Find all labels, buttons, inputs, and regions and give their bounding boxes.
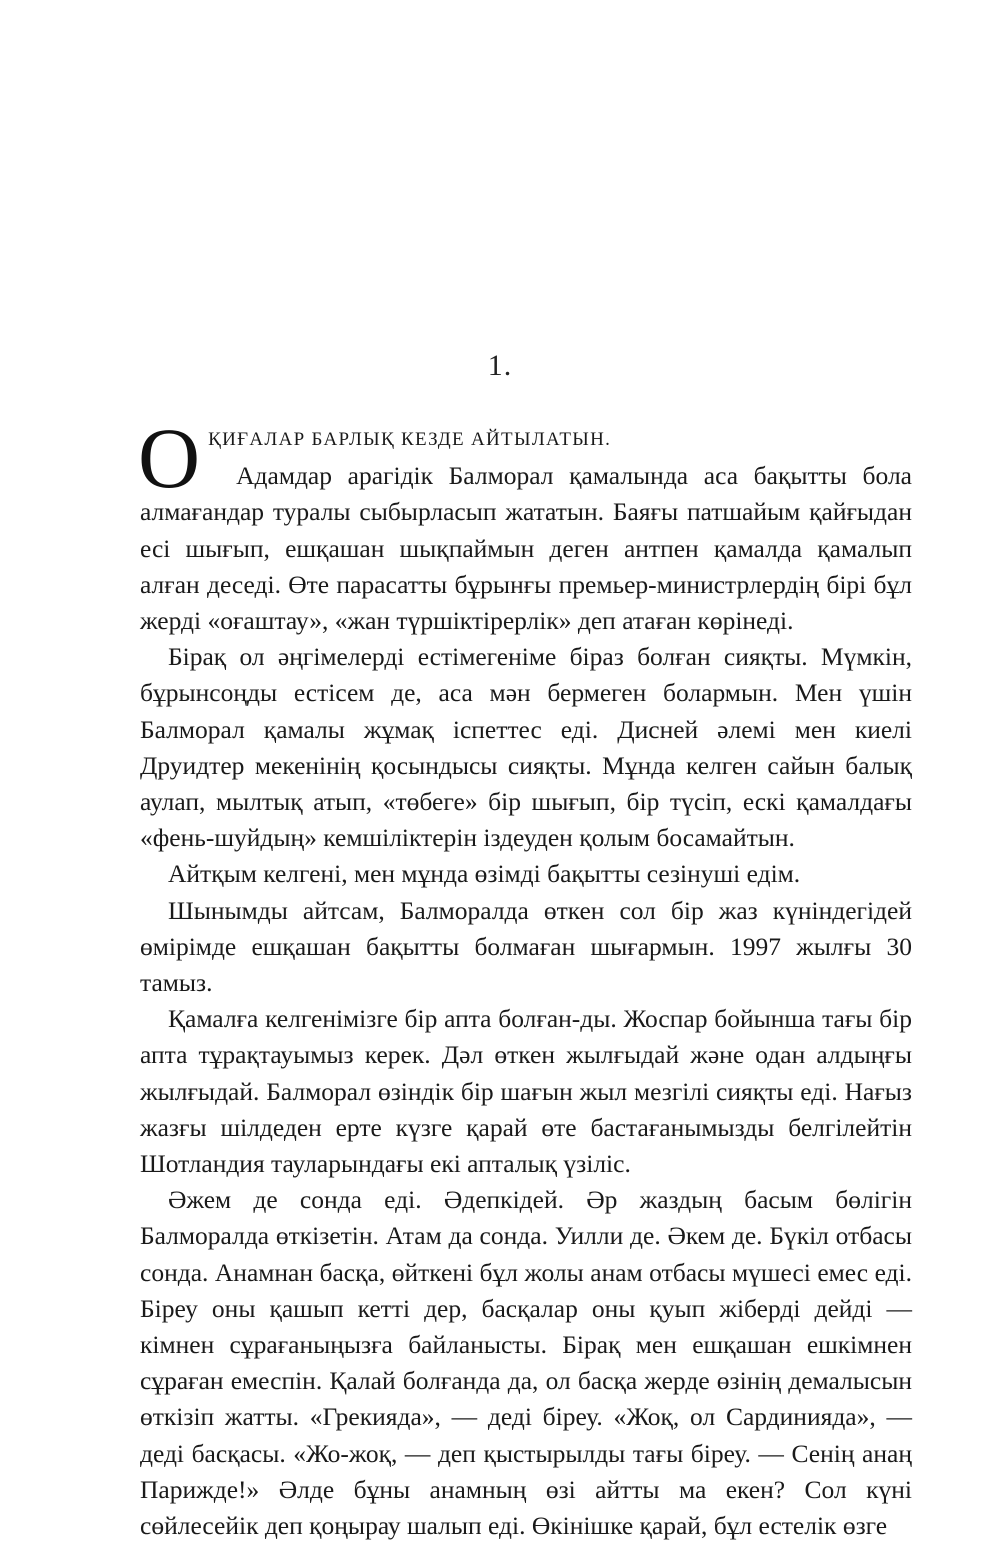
paragraph-3: Айтқым келгені, мен мұнда өзімді бақытты сезінуші едім. bbox=[168, 859, 801, 889]
paragraph-5: Қамалға келгенімізге бір апта болған-ды. Жоспар бойынша тағы бір апта тұрақтауымыз керек. Дәл өткен жылғыдай және одан алдыңғы жылғыдай. Балморал өзіндік бір шағын жыл мезгілі сияқты еді. Нағыз жазғы шілдеден ерте күзге қарай өте бастағанымызды белгілейтін Шотландия тауларындағы екі апталық үзіліс. bbox=[140, 1004, 912, 1179]
chapter-number: 1. bbox=[487, 349, 513, 382]
paragraph-1: Адамдар арагідік Балморал қамалында аса бақытты бола алмағандар туралы сыбырласып жататын. Баяғы патшайым қайғыдан есі шығып, ешқашан шықпаймын деген антпен қамалда қамалып алған деседі. Өте парасатты бұрынғы премьер-министрлердің бірі бұл жерді «оғаштау», «жан түршіктірерлік» деп атаған көрінеді. bbox=[140, 461, 912, 636]
opening-line bbox=[138, 410, 912, 506]
paragraph-2: Бірақ ол әңгімелерді естімегеніме біраз болған сияқты. Мүмкін, бұрынсоңды естісем де, аса мән бермеген болармын. Мен үшін Балморал қамалы жұмақ іспеттес еді. Дисней әлемі мен киелі Друидтер мекенінің қосындысы сияқты. Мұнда келген сайын балық аулап, мылтық атып, «төбеге» бір шығып, бір түсіп, ескі қамалдағы «фень-шуйдың» кемшіліктерін іздеуден қолым босамайтын. bbox=[140, 642, 912, 853]
chapter-body bbox=[138, 410, 912, 1544]
paragraph-4: Шынымды айтсам, Балморалда өткен сол бір жаз күніндегідей өмірімде ешқашан бақытты болмаған шығармын. 1997 жылғы 30 тамыз. bbox=[140, 895, 912, 998]
opening-smallcaps: ҚИҒАЛАР БАРЛЫҚ КЕЗДЕ АЙТЫЛАТЫН. bbox=[208, 429, 612, 450]
drop-cap-letter: О bbox=[138, 410, 201, 506]
paragraph-6: Әжем де сонда еді. Әдепкідей. Әр жаздың басым бөлігін Балморалда өткізетін. Атам да сонда. Уилли де. Әкем де. Бүкіл отбасы сонда. Анамнан басқа, өйткені бұл жолы анам отбасы мүшесі емес еді. Біреу оны қашып кетті дер, басқалар оны қуып жіберді дейді — кімнен сұрағаныңызға байланысты. Бірақ мен ешқашан ешкімнен сұраған емеспін. Қалай болғанда да, ол басқа жерде өзінің демалысын өткізіп жатты. «Грекияда», — деді біреу. «Жоқ, ол Сардинияда», — деді басқасы. «Жо-жоқ, — деп қыстырылды тағы біреу. — Сенің анаң Парижде!» Әлде бұны анамның өзі айтты ма екен? Сол күні сөйлесейік деп қоңырау шалып еді. Өкінішке қарай, бұл естелік өзге bbox=[140, 1185, 912, 1541]
